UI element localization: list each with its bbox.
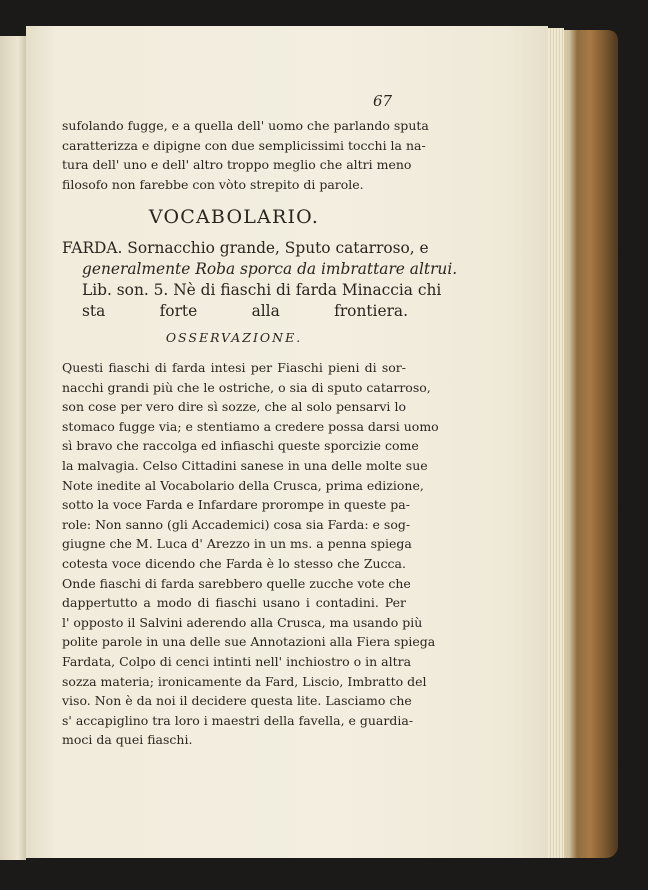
- intro-line: sufolando fugge, e a quella dell' uomo che parlando sputa: [62, 118, 429, 133]
- entry-line: Lib. son. 5. Nè di fiaschi di farda Minaccia chi: [82, 281, 442, 299]
- body-line: dappertutto a modo di fiaschi usano i contadini. Per: [62, 595, 406, 611]
- body-line: giugne che M. Luca d' Arezzo in un ms. a penna spiega: [62, 536, 412, 552]
- observation-paragraph: [62, 358, 439, 750]
- body-line: moci da quei fiaschi.: [62, 732, 193, 748]
- body-line: cotesta voce dicendo che Farda è lo stesso che Zucca.: [62, 555, 406, 571]
- body-line: viso. Non è da noi il decidere questa lite. Lasciamo che: [62, 693, 412, 709]
- entry-line: sta forte alla frontiera.: [82, 302, 408, 320]
- body-line: sozza materia; ironicamente da Fard, Liscio, Imbratto del: [62, 673, 427, 689]
- body-line: la malvagia. Celso Cittadini sanese in una delle molte sue: [62, 457, 428, 473]
- intro-line: filosofo non farebbe con vòto strepito di parole.: [62, 176, 364, 192]
- body-line: stomaco fugge via; e stentiamo a credere possa darsi uomo: [62, 418, 439, 434]
- body-line: s' accapiglino tra loro i maestri della favella, e guardia-: [62, 712, 414, 728]
- body-line: Fardata, Colpo di cenci intinti nell' inchiostro o in altra: [62, 653, 412, 669]
- body-line: sì bravo che raccolga ed infiaschi queste sporcizie come: [62, 438, 419, 454]
- body-line: son cose per vero dire sì sozze, che al solo pensarvi lo: [62, 399, 406, 415]
- body-line: sotto la voce Farda e Infardare prorompe in queste pa-: [62, 497, 410, 513]
- observation-heading: OSSERVAZIONE.: [165, 330, 303, 345]
- entry-line: generalmente Roba sporca da imbrattare altrui.: [82, 260, 458, 278]
- body-line: nacchi grandi più che le ostriche, o sia di sputo catarroso,: [62, 379, 431, 395]
- body-line: Note inedite al Vocabolario della Crusca, prima edizione,: [62, 477, 424, 493]
- body-line: role: Non sanno (gli Accademici) cosa sia Farda: e sog-: [62, 516, 411, 532]
- body-line: l' opposto il Salvini aderendo alla Crusca, ma usando più: [62, 614, 423, 630]
- intro-line: caratterizza e dipigne con due semplicissimi tocchi la na-: [62, 137, 426, 153]
- intro-paragraph: [62, 116, 429, 194]
- left-page-edge: [0, 36, 26, 860]
- dictionary-entry: [62, 238, 458, 322]
- intro-line: tura dell' uno e dell' altro troppo meglio che altri meno: [62, 157, 412, 173]
- body-line: Questi fiaschi di farda intesi per Fiaschi pieni di sor-: [62, 360, 406, 375]
- body-line: Onde fiaschi di farda sarebbero quelle zucche vote che: [62, 575, 411, 591]
- body-line: polite parole in una delle sue Annotazioni alla Fiera spiega: [62, 634, 436, 650]
- page-number: 67: [373, 92, 393, 110]
- section-heading: VOCABOLARIO.: [148, 206, 320, 228]
- entry-line: FARDA. Sornacchio grande, Sputo catarroso, e: [62, 239, 429, 257]
